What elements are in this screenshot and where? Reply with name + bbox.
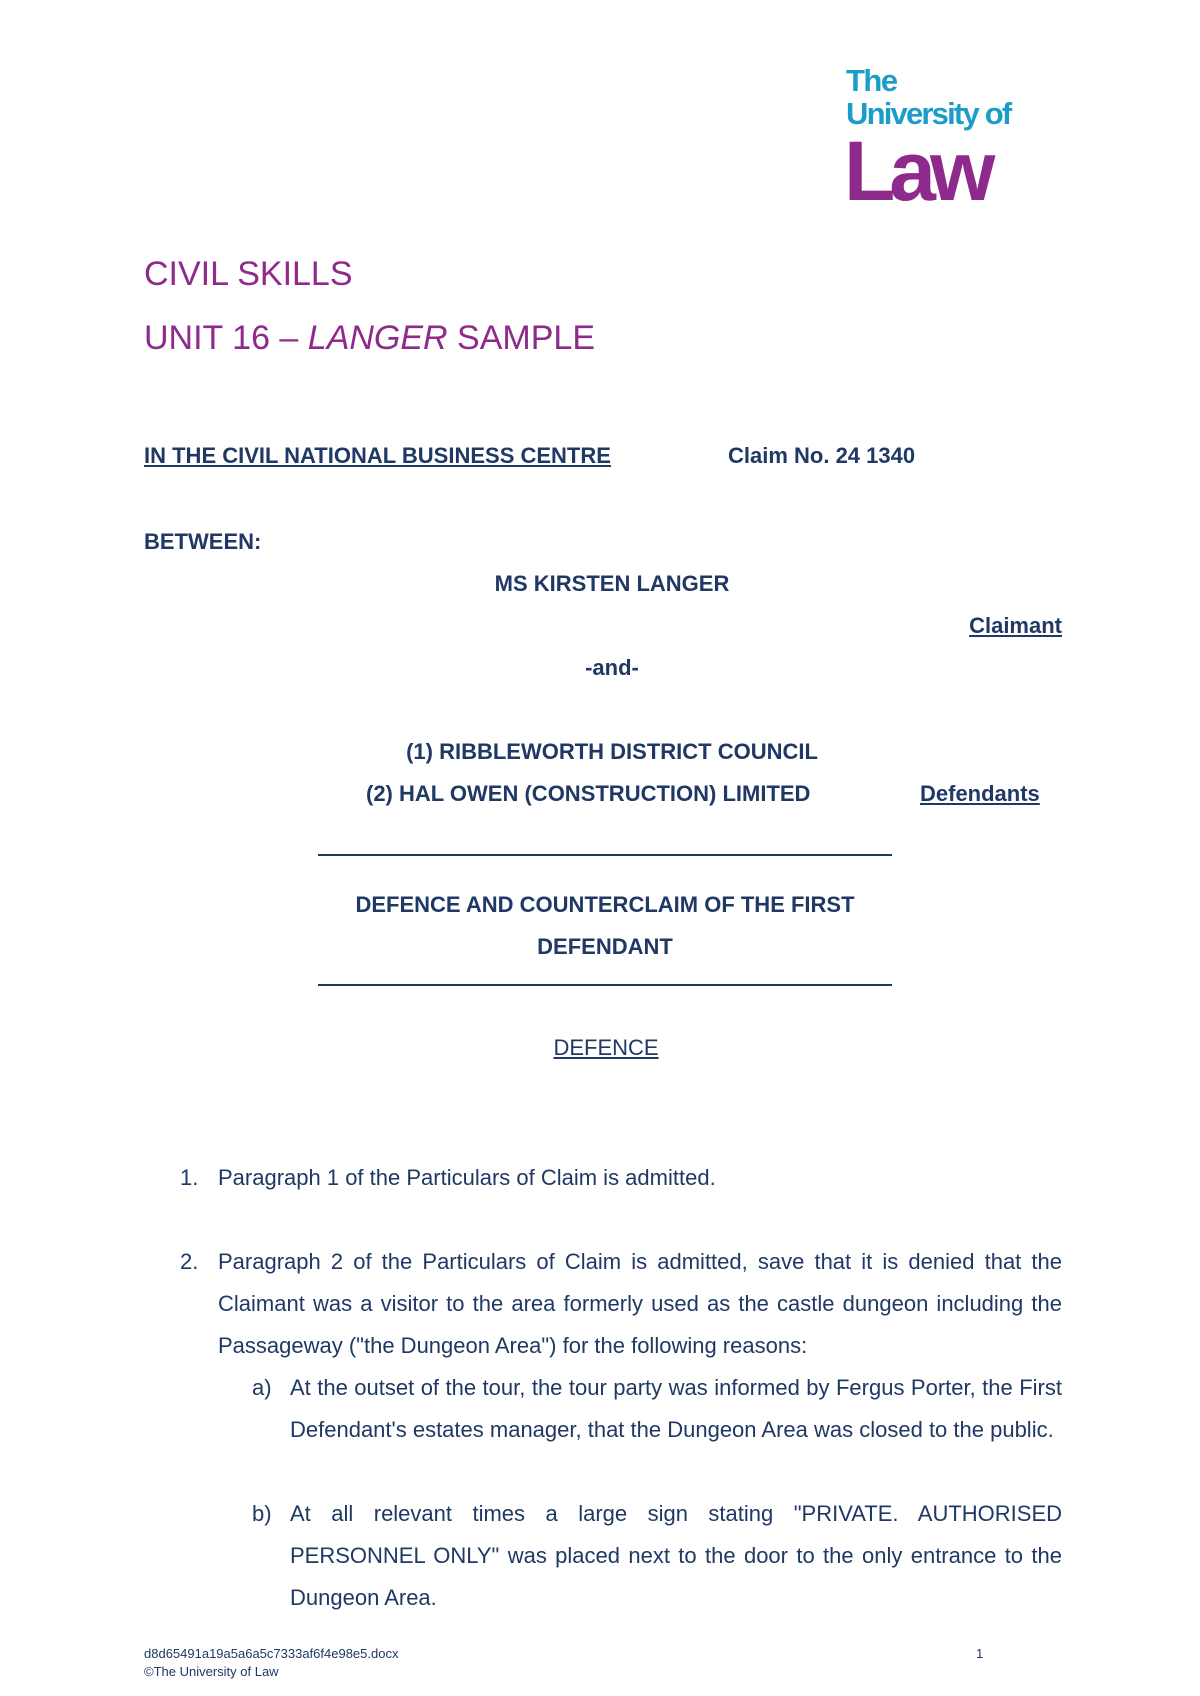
claim-number: Claim No. 24 1340	[728, 443, 916, 468]
subparagraph-letter: b)	[252, 1501, 272, 1526]
paragraph	[180, 1241, 1062, 1367]
unit-title-suffix: SAMPLE	[447, 319, 595, 357]
footer-copyright: ©The University of Law	[144, 1664, 279, 1679]
paragraph	[180, 1157, 1062, 1199]
unit-title-prefix: UNIT 16 –	[144, 319, 308, 357]
footer-filename: d8d65491a19a5a6a5c7333af6f4e98e5.docx	[144, 1646, 399, 1661]
paragraph-text: Paragraph 2 of the Particulars of Claim is admitted, save that it is denied that the Claimant was a visitor to the area formerly used as the castle dungeon including the Passageway ("the Dungeon Area") for the following reasons:	[218, 1249, 1062, 1358]
subparagraph-letter: a)	[252, 1375, 272, 1400]
subparagraph	[252, 1367, 1062, 1451]
between-label: BETWEEN:	[144, 529, 262, 554]
unit-title-name: LANGER	[307, 319, 448, 357]
defendants-role: Defendants	[920, 781, 1040, 806]
paragraph-number: 1.	[180, 1165, 199, 1190]
claimant-role: Claimant	[969, 613, 1062, 638]
paragraph-text: Paragraph 1 of the Particulars of Claim is admitted.	[218, 1165, 716, 1190]
subparagraph-text: At all relevant times a large sign stating "PRIVATE. AUTHORISED PERSONNEL ONLY" was placed next to the door to the only entrance to the Dungeon Area.	[290, 1501, 1062, 1610]
court-name: IN THE CIVIL NATIONAL BUSINESS CENTRE	[144, 443, 611, 468]
logo-text-the: The	[846, 63, 897, 98]
and-separator: -and-	[585, 655, 639, 680]
subparagraph	[252, 1493, 1062, 1619]
first-defendant-name: (1) RIBBLEWORTH DISTRICT COUNCIL	[406, 739, 818, 764]
footer	[144, 1645, 398, 1681]
second-defendant-name: (2) HAL OWEN (CONSTRUCTION) LIMITED	[366, 781, 811, 806]
subparagraph-text: At the outset of the tour, the tour party was informed by Fergus Porter, the First Defendant's estates manager, that the Dungeon Area was closed to the public.	[290, 1375, 1062, 1442]
title-rule-top	[318, 854, 892, 856]
section-heading: DEFENCE	[553, 1035, 659, 1060]
unit-title	[144, 318, 595, 358]
university-logo	[844, 63, 1026, 218]
course-title: CIVIL SKILLS	[144, 255, 353, 293]
logo-text-university: University of	[846, 96, 1011, 131]
logo-text-law: Law	[844, 124, 990, 218]
document-title: DEFENCE AND COUNTERCLAIM OF THE FIRST DEFENDANT	[355, 892, 855, 959]
paragraph-number: 2.	[180, 1249, 199, 1274]
claimant-name: MS KIRSTEN LANGER	[494, 571, 730, 596]
page-number: 1	[976, 1646, 984, 1661]
title-rule-bottom	[318, 984, 892, 986]
